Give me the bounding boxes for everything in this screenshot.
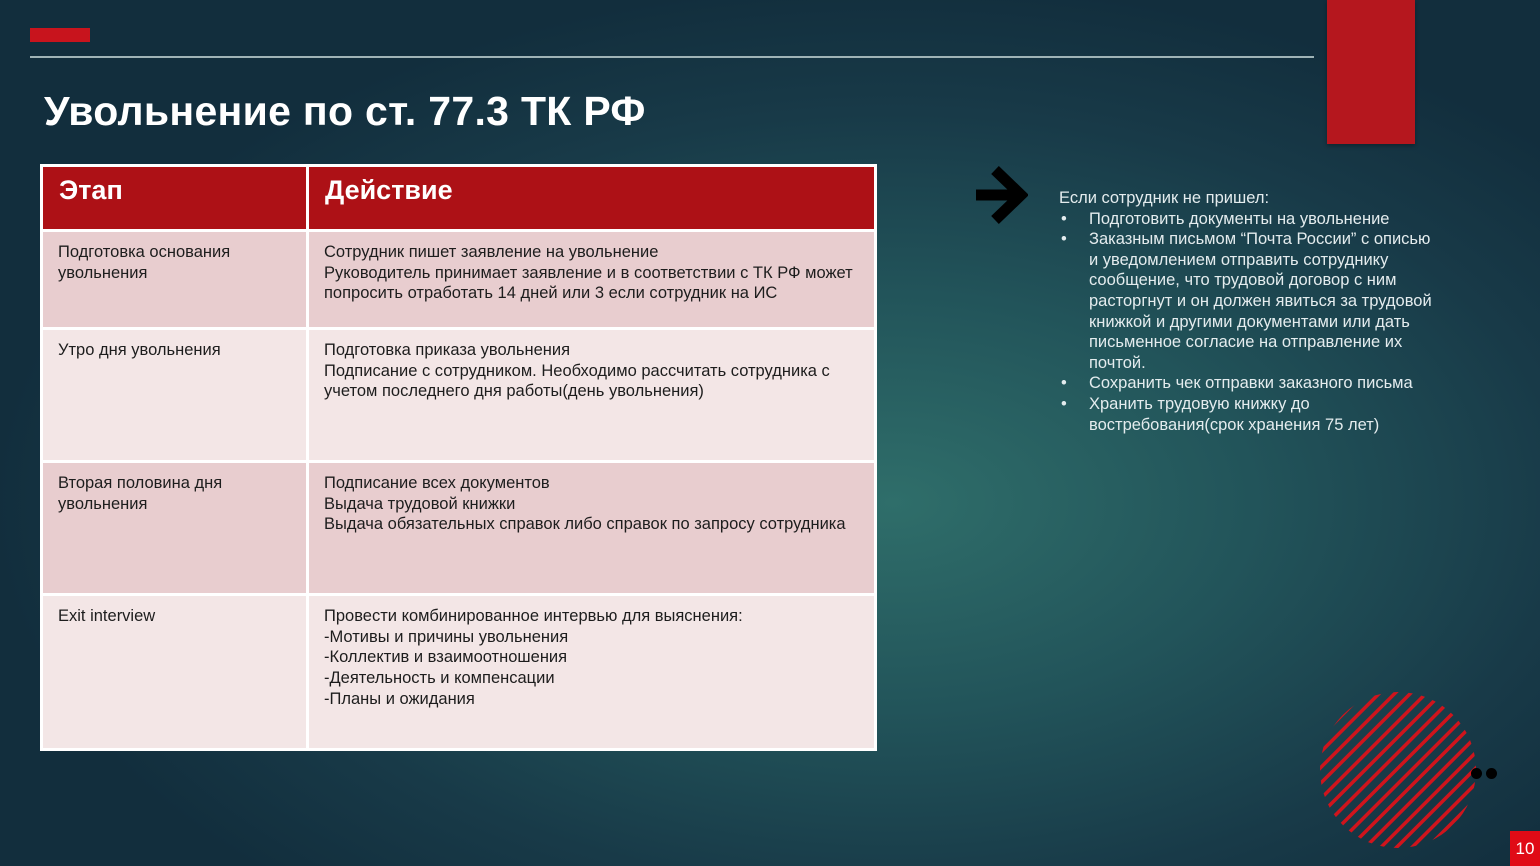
stage-cell: Вторая половина дня увольнения bbox=[42, 462, 308, 595]
striped-circle-decoration bbox=[1318, 690, 1478, 850]
list-item: • Подготовить документы на увольнение bbox=[1059, 209, 1439, 230]
stage-cell: Подготовка основания увольнения bbox=[42, 231, 308, 329]
slide-title: Увольнение по ст. 77.3 ТК РФ bbox=[44, 88, 646, 134]
action-line: -Планы и ожидания bbox=[324, 689, 475, 708]
list-item: • Заказным письмом “Почта России” с описью и уведомлением отправить сотруднику сообщение, что трудовой договор с ним расторгнут и он должен явиться за трудовой книжкой и другими документами или дать письменное согласие на отправление их почтой. bbox=[1059, 229, 1439, 373]
action-line: -Мотивы и причины увольнения bbox=[324, 627, 569, 646]
notes-intro: Если сотрудник не пришел: bbox=[1059, 189, 1270, 207]
dots-decoration bbox=[1471, 766, 1501, 784]
red-accent-dash bbox=[30, 28, 90, 42]
action-line: Выдача обязательных справок либо справок по запросу сотрудника bbox=[324, 515, 846, 534]
action-line: Выдача трудовой книжки bbox=[324, 494, 516, 513]
red-accent-block bbox=[1327, 0, 1415, 144]
table-row bbox=[42, 462, 876, 595]
header-action: Действие bbox=[308, 166, 876, 231]
action-cell bbox=[308, 595, 876, 750]
notes-panel bbox=[1059, 188, 1439, 435]
dismissal-table bbox=[40, 164, 874, 748]
action-cell bbox=[308, 462, 876, 595]
action-cell bbox=[308, 329, 876, 462]
arrow-right-icon bbox=[966, 164, 1028, 226]
table-row bbox=[42, 231, 876, 329]
action-line: -Деятельность и компенсации bbox=[324, 669, 555, 688]
action-line: Сотрудник пишет заявление на увольнение bbox=[324, 243, 659, 261]
table-row bbox=[42, 595, 876, 750]
action-cell bbox=[308, 231, 876, 329]
top-divider bbox=[30, 56, 1314, 58]
table-row bbox=[42, 329, 876, 462]
stage-cell: Exit interview bbox=[42, 595, 308, 750]
action-line: Руководитель принимает заявление и в соответствии с ТК РФ может попросить отработать 14 дней или 3 если сотрудник на ИС bbox=[324, 263, 853, 303]
action-line: -Коллектив и взаимоотношения bbox=[324, 648, 568, 667]
stage-cell: Утро дня увольнения bbox=[42, 329, 308, 462]
action-line: Подписание с сотрудником. Необходимо рассчитать сотрудника с учетом последнего дня работы(день увольнения) bbox=[324, 361, 830, 401]
header-stage: Этап bbox=[42, 166, 308, 231]
action-line: Провести комбинированное интервью для выяснения: bbox=[324, 607, 743, 625]
action-line: Подготовка приказа увольнения bbox=[324, 341, 571, 359]
notes-list bbox=[1059, 209, 1439, 436]
action-line: Подписание всех документов bbox=[324, 474, 550, 492]
list-item: • Хранить трудовую книжку до востребования(срок хранения 75 лет) bbox=[1059, 394, 1439, 435]
page-number: 10 bbox=[1510, 831, 1540, 866]
list-item: • Сохранить чек отправки заказного письма bbox=[1059, 373, 1439, 394]
